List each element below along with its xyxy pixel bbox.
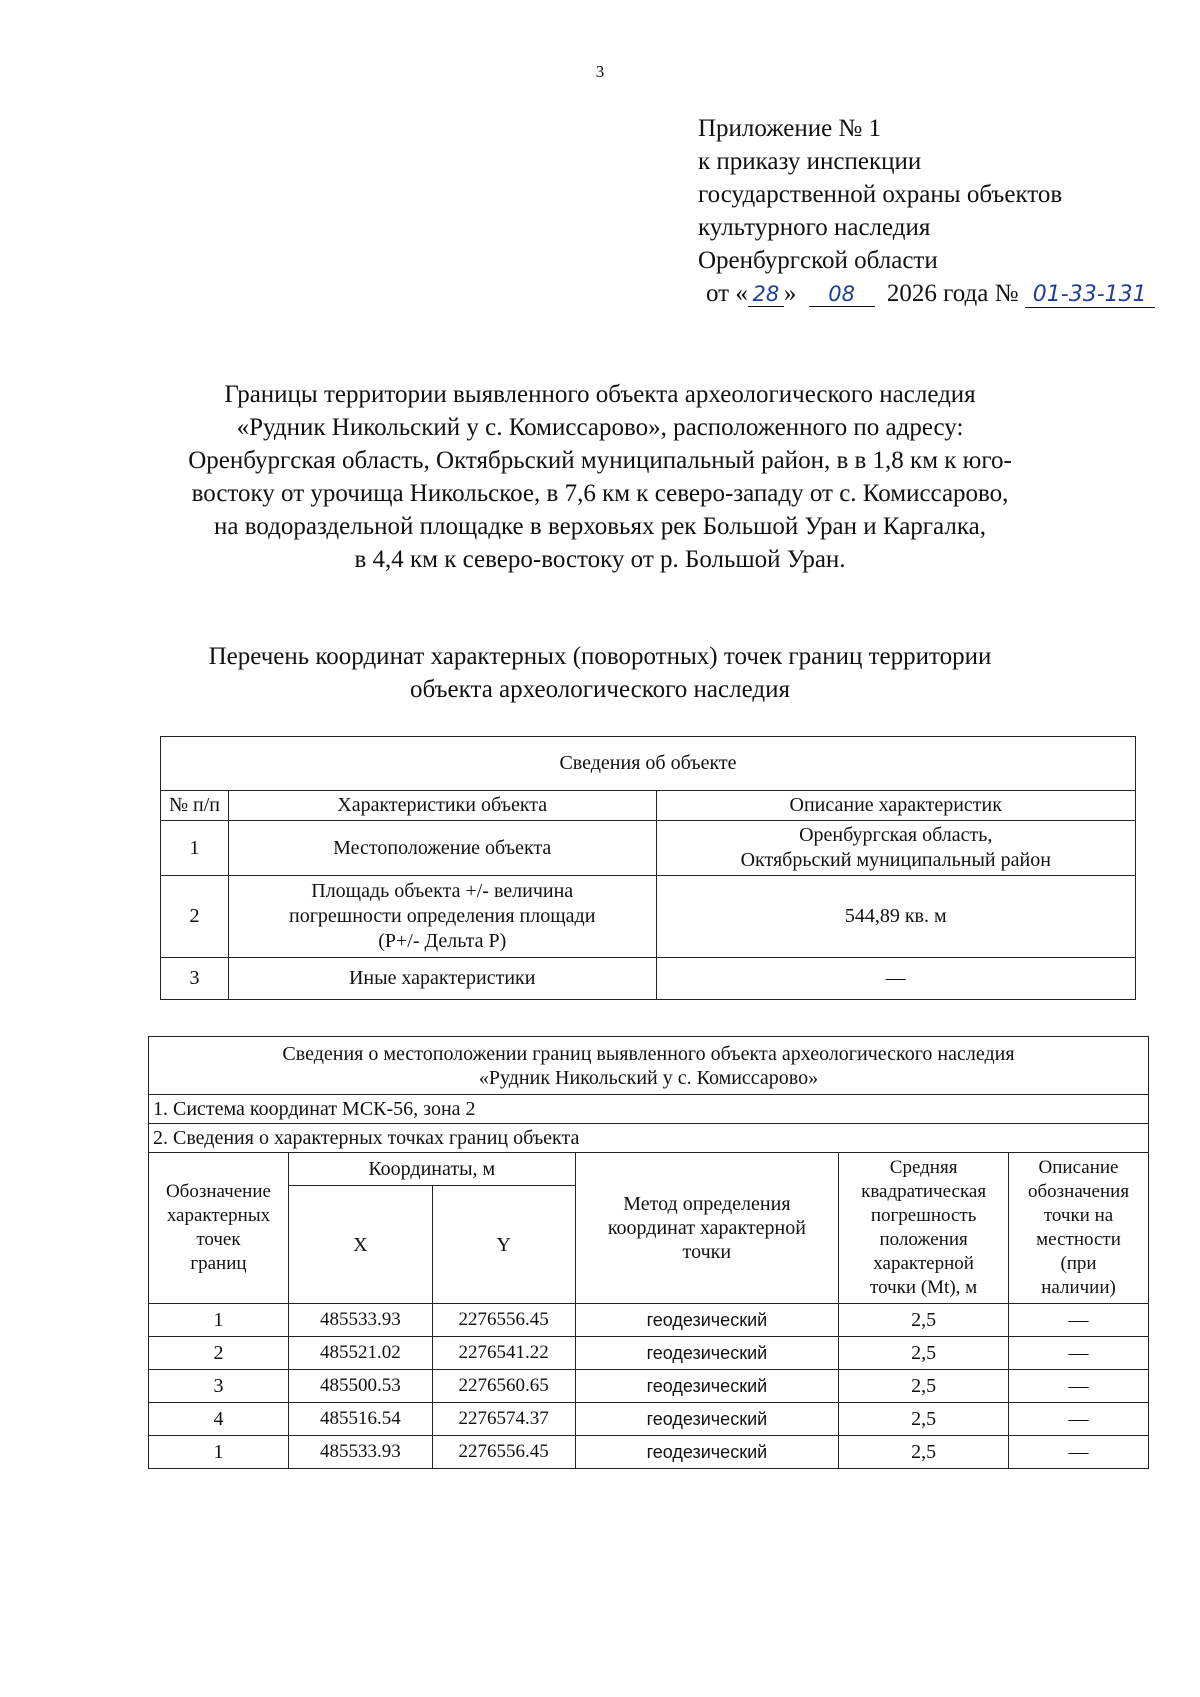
cell-point: 1 [149, 1436, 289, 1469]
page-number: 3 [595, 62, 605, 81]
coords-table-caption [149, 1037, 1149, 1095]
cell-y: 2276541.22 [432, 1337, 575, 1370]
table-row [161, 958, 1136, 1000]
header-line: характерных [166, 1205, 271, 1226]
value-line: Октябрьский муниципальный район [740, 849, 1051, 871]
cell-y: 2276556.45 [432, 1436, 575, 1469]
cell-y: 2276556.45 [432, 1304, 575, 1337]
cell-error: 2,5 [839, 1403, 1009, 1436]
row-name: Местоположение объекта [228, 821, 656, 876]
boundary-title-line: в 4,4 км к северо-востоку от р. Большой Уран. [354, 546, 846, 573]
boundary-title [0, 378, 1200, 576]
appendix-block [698, 112, 1168, 310]
cell-error: 2,5 [839, 1304, 1009, 1337]
cell-method: геодезический [575, 1304, 839, 1337]
header-designation [149, 1153, 289, 1304]
header-line: точки на [1043, 1205, 1114, 1226]
object-table-caption: Сведения об объекте [161, 737, 1136, 791]
cell-method: геодезический [575, 1337, 839, 1370]
cell-method: геодезический [575, 1403, 839, 1436]
header-line: наличии) [1041, 1277, 1116, 1298]
header-line: положения [879, 1229, 968, 1250]
cell-point: 2 [149, 1337, 289, 1370]
cell-x: 485500.53 [288, 1370, 432, 1403]
list-title-line: Перечень координат характерных (поворотных) точек границ территории [208, 643, 992, 670]
header-line: Средняя [889, 1157, 958, 1178]
header-line: Метод определения [623, 1193, 791, 1215]
appendix-line: к приказу инспекции [698, 148, 922, 175]
appendix-line: культурного наследия [698, 214, 931, 241]
cell-error: 2,5 [839, 1436, 1009, 1469]
cell-error: 2,5 [839, 1337, 1009, 1370]
name-line: погрешности определения площади [289, 905, 596, 927]
caption-line: Сведения о местоположении границ выявленного объекта археологического наследия [282, 1042, 1015, 1065]
cell-error: 2,5 [839, 1370, 1009, 1403]
header-coordinates: Координаты, м [288, 1153, 575, 1186]
cell-x: 485533.93 [288, 1304, 432, 1337]
caption-line: «Рудник Никольский у с. Комиссарово» [478, 1066, 819, 1089]
cell-description: — [1009, 1436, 1149, 1469]
object-info-table [160, 736, 1136, 1000]
header-line: обозначения [1027, 1181, 1130, 1202]
header-line: точек [196, 1229, 241, 1250]
row-value: — [656, 958, 1136, 1000]
table-row [149, 1304, 1149, 1337]
row-number: 2 [161, 876, 229, 958]
header-line: точки (Mt), м [870, 1277, 978, 1298]
cell-x: 485516.54 [288, 1403, 432, 1436]
header-line: границ [190, 1253, 247, 1274]
points-heading: 2. Сведения о характерных точках границ объекта [149, 1124, 1149, 1153]
table-row [149, 1370, 1149, 1403]
table-row [149, 1403, 1149, 1436]
appendix-line: государственной охраны объектов [698, 181, 1063, 208]
cell-point: 3 [149, 1370, 289, 1403]
row-name [228, 876, 656, 958]
cell-method: геодезический [575, 1436, 839, 1469]
header-mean-error [839, 1153, 1009, 1304]
coordinates-table [148, 1036, 1149, 1469]
header-characteristics: Характеристики объекта [228, 791, 656, 821]
boundary-title-line: на водораздельной площадке в верховьях рек Большой Уран и Каргалка, [214, 513, 986, 540]
name-line: Площадь объекта +/- величина [311, 880, 574, 902]
cell-point: 1 [149, 1304, 289, 1337]
cell-description: — [1009, 1337, 1149, 1370]
handwritten-order-number: 01-33-131 [1025, 283, 1155, 308]
cell-point: 4 [149, 1403, 289, 1436]
boundary-title-line: Оренбургская область, Октябрьский муниципальный район, в в 1,8 км к юго- [188, 447, 1012, 474]
header-line: местности [1036, 1229, 1121, 1250]
coordinates-list-title [0, 640, 1200, 706]
appendix-line: Приложение № 1 [698, 115, 882, 142]
name-line: (P+/- Дельта P) [378, 930, 507, 952]
header-line: Описание [1038, 1157, 1119, 1178]
cell-description: — [1009, 1370, 1149, 1403]
list-title-line: объекта археологического наследия [410, 676, 790, 703]
header-number: № п/п [161, 791, 229, 821]
handwritten-day: 28 [748, 282, 784, 307]
header-description: Описание характеристик [656, 791, 1136, 821]
header-x: X [288, 1186, 432, 1304]
order-day-suffix: » [783, 280, 797, 307]
header-line: Обозначение [165, 1181, 271, 1202]
boundary-title-line: востоку от урочища Никольское, в 7,6 км к северо-западу от с. Комиссарово, [191, 480, 1009, 507]
boundary-title-line: Границы территории выявленного объекта археологического наследия [224, 381, 976, 408]
table-row [161, 821, 1136, 876]
header-y: Y [432, 1186, 575, 1304]
row-number: 3 [161, 958, 229, 1000]
appendix-line: Оренбургской области [698, 247, 938, 274]
header-line: характерной [873, 1253, 974, 1274]
order-year-text: 2026 года № [886, 280, 1019, 307]
header-line: погрешность [870, 1205, 977, 1226]
header-line: квадратическая [861, 1181, 987, 1202]
order-line [698, 277, 1168, 310]
row-name: Иные характеристики [228, 958, 656, 1000]
cell-x: 485533.93 [288, 1436, 432, 1469]
cell-description: — [1009, 1403, 1149, 1436]
header-point-description [1009, 1153, 1149, 1304]
cell-method: геодезический [575, 1370, 839, 1403]
cell-x: 485521.02 [288, 1337, 432, 1370]
cell-description: — [1009, 1304, 1149, 1337]
handwritten-month: 08 [809, 282, 875, 307]
table-row [149, 1436, 1149, 1469]
table-row [161, 876, 1136, 958]
header-line: точки [682, 1241, 732, 1263]
header-method [575, 1153, 839, 1304]
cell-y: 2276574.37 [432, 1403, 575, 1436]
table-row [149, 1337, 1149, 1370]
boundary-title-line: «Рудник Никольский у с. Комиссарово», расположенного по адресу: [236, 414, 964, 441]
value-line: Оренбургская область, [799, 824, 993, 846]
row-value: 544,89 кв. м [656, 876, 1136, 958]
coordinate-system: 1. Система координат МСК-56, зона 2 [149, 1095, 1149, 1124]
order-prefix: от « [706, 280, 748, 307]
row-number: 1 [161, 821, 229, 876]
row-value [656, 821, 1136, 876]
cell-y: 2276560.65 [432, 1370, 575, 1403]
header-line: (при [1060, 1253, 1097, 1274]
header-line: координат характерной [607, 1217, 806, 1239]
